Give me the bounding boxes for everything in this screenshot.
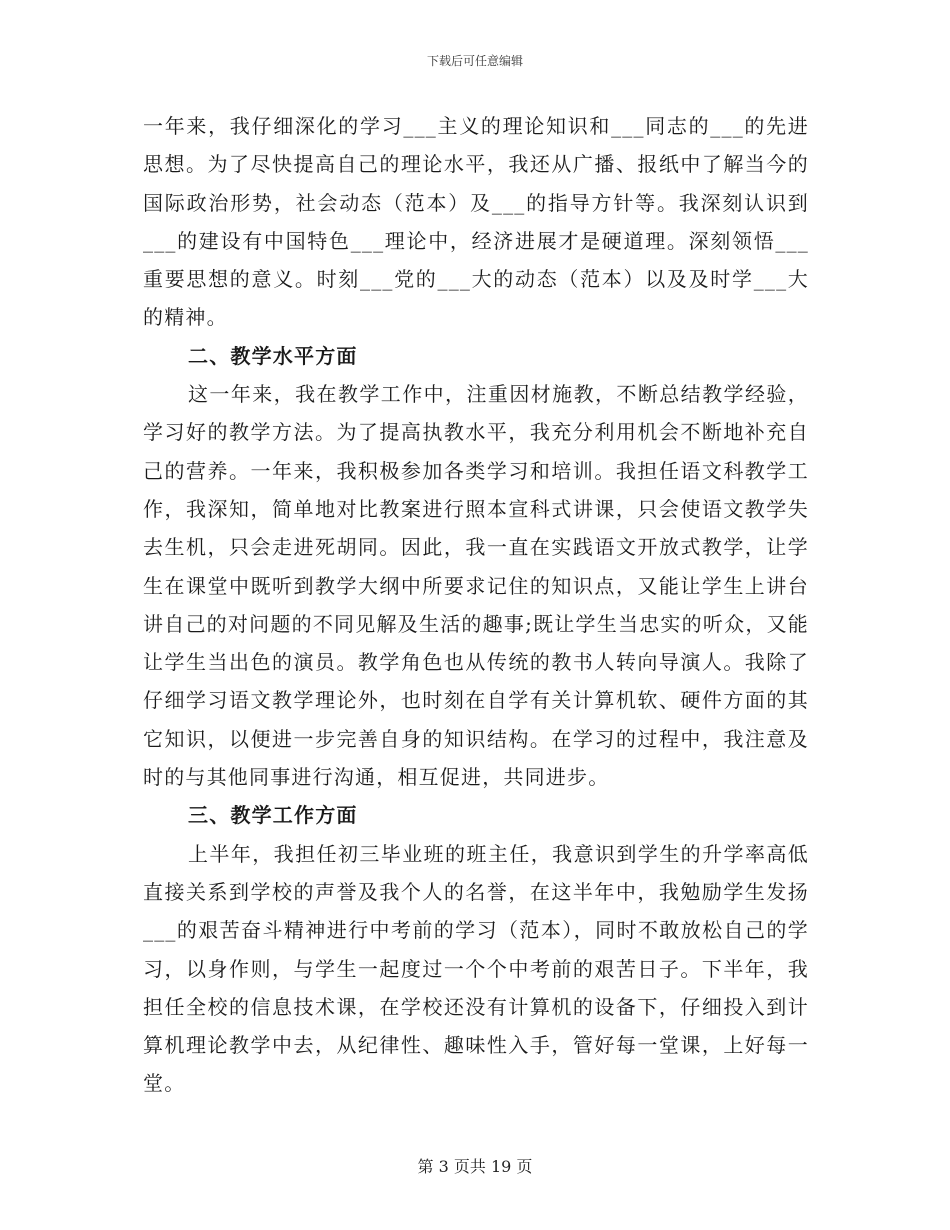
section-heading-teaching-work: 三、教学工作方面 [188,803,358,828]
section-heading-teaching-level: 二、教学水平方面 [188,343,358,368]
document-body [143,107,809,1103]
page-number: 第 3 页共 19 页 [417,1157,533,1176]
paragraph-political-study: 一年来，我仔细深化的学习___主义的理论知识和___同志的___的先进思想。为了尽快提高自己的理论水平，我还从广播、报纸中了解当今的国际政治形势，社会动态（范本）及___的指导方针等。我深刻认识到___的建设有中国特色___理论中，经济进展才是硬道理。深刻领悟___重要思想的意义。时刻___党的___大的动态（范本）以及及时学___大的精神。 [143,114,809,330]
paragraph-teaching-work: 上半年，我担任初三毕业班的班主任，我意识到学生的升学率高低直接关系到学校的声誉及我个人的名誉，在这半年中，我勉励学生发扬___的艰苦奋斗精神进行中考前的学习（范本），同时不敢放松自己的学习，以身作则，与学生一起度过一个个中考前的艰苦日子。下半年，我担任全校的信息技术课，在学校还没有计算机的设备下，仔细投入到计算机理论教学中去，从纪律性、趣味性入手，管好每一堂课，上好每一堂。 [143,841,809,1096]
page-header: 下载后可任意编辑 [426,54,523,68]
paragraph-teaching-level: 这一年来，我在教学工作中，注重因材施教，不断总结教学经验，学习好的教学方法。为了提高执教水平，我充分利用机会不断地补充自己的营养。一年来，我积极参加各类学习和培训。我担任语文科教学工作，我深知，简单地对比教案进行照本宣科式讲课，只会使语文教学失去生机，只会走进死胡同。因此，我一直在实践语文开放式教学，让学生在课堂中既听到教学大纲中所要求记住的知识点，又能让学生上讲台讲自己的对问题的不同见解及生活的趣事;既让学生当忠实的听众，又能让学生当出色的演员。教学角色也从传统的教书人转向导演人。我除了仔细学习语文教学理论外，也时刻在自学有关计算机软、硬件方面的其它知识，以便进一步完善自身的知识结构。在学习的过程中，我注意及时的与其他同事进行沟通，相互促进，共同进步。 [143,382,809,790]
